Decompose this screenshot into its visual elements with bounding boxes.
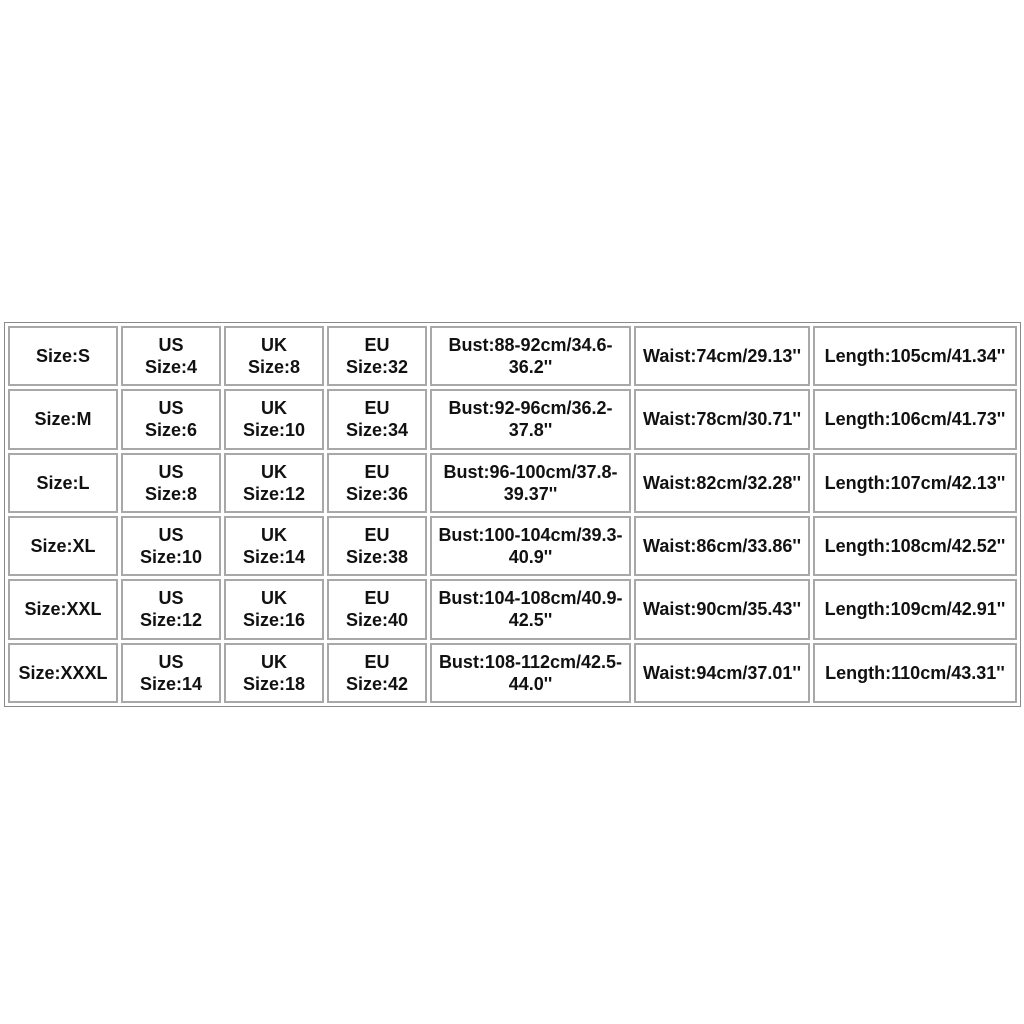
waist-cell: Waist:74cm/29.13'' — [634, 326, 810, 386]
waist-cell: Waist:82cm/32.28'' — [634, 453, 810, 513]
eu-size-cell: EU Size:32 — [327, 326, 427, 386]
waist-cell: Waist:78cm/30.71'' — [634, 389, 810, 449]
length-cell: Length:107cm/42.13'' — [813, 453, 1017, 513]
size-cell: Size:XXL — [8, 579, 118, 639]
waist-cell: Waist:94cm/37.01'' — [634, 643, 810, 703]
size-cell: Size:M — [8, 389, 118, 449]
bust-cell: Bust:96-100cm/37.8- 39.37'' — [430, 453, 631, 513]
size-row-l — [8, 453, 1017, 513]
uk-size-cell: UK Size:16 — [224, 579, 324, 639]
us-size-cell: US Size:10 — [121, 516, 221, 576]
length-cell: Length:108cm/42.52'' — [813, 516, 1017, 576]
uk-size-cell: UK Size:18 — [224, 643, 324, 703]
uk-size-cell: UK Size:10 — [224, 389, 324, 449]
waist-cell: Waist:86cm/33.86'' — [634, 516, 810, 576]
bust-cell: Bust:100-104cm/39.3- 40.9'' — [430, 516, 631, 576]
eu-size-cell: EU Size:34 — [327, 389, 427, 449]
uk-size-cell: UK Size:12 — [224, 453, 324, 513]
size-cell: Size:XXXL — [8, 643, 118, 703]
eu-size-cell: EU Size:38 — [327, 516, 427, 576]
length-cell: Length:106cm/41.73'' — [813, 389, 1017, 449]
us-size-cell: US Size:14 — [121, 643, 221, 703]
size-row-s — [8, 326, 1017, 386]
size-cell: Size:L — [8, 453, 118, 513]
us-size-cell: US Size:12 — [121, 579, 221, 639]
bust-cell: Bust:88-92cm/34.6- 36.2'' — [430, 326, 631, 386]
size-row-xxxl — [8, 643, 1017, 703]
size-row-xxl — [8, 579, 1017, 639]
us-size-cell: US Size:4 — [121, 326, 221, 386]
eu-size-cell: EU Size:36 — [327, 453, 427, 513]
waist-cell: Waist:90cm/35.43'' — [634, 579, 810, 639]
us-size-cell: US Size:8 — [121, 453, 221, 513]
eu-size-cell: EU Size:40 — [327, 579, 427, 639]
size-cell: Size:S — [8, 326, 118, 386]
eu-size-cell: EU Size:42 — [327, 643, 427, 703]
length-cell: Length:109cm/42.91'' — [813, 579, 1017, 639]
size-cell: Size:XL — [8, 516, 118, 576]
uk-size-cell: UK Size:14 — [224, 516, 324, 576]
length-cell: Length:105cm/41.34'' — [813, 326, 1017, 386]
bust-cell: Bust:92-96cm/36.2- 37.8'' — [430, 389, 631, 449]
size-chart-table — [4, 322, 1021, 707]
bust-cell: Bust:104-108cm/40.9- 42.5'' — [430, 579, 631, 639]
length-cell: Length:110cm/43.31'' — [813, 643, 1017, 703]
us-size-cell: US Size:6 — [121, 389, 221, 449]
uk-size-cell: UK Size:8 — [224, 326, 324, 386]
size-row-xl — [8, 516, 1017, 576]
size-row-m — [8, 389, 1017, 449]
bust-cell: Bust:108-112cm/42.5- 44.0'' — [430, 643, 631, 703]
